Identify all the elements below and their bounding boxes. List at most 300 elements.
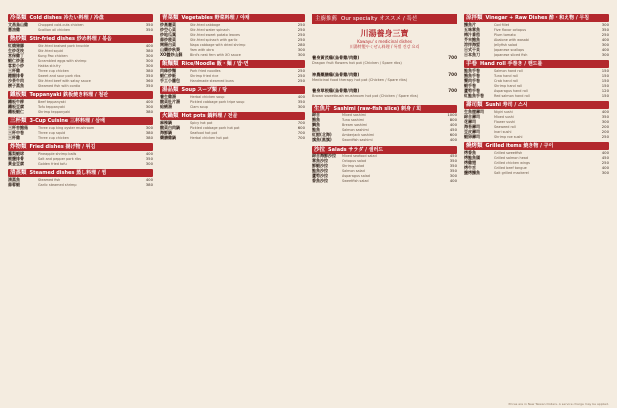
item-price: 350	[145, 72, 153, 78]
item-description: Inari sushi	[494, 129, 512, 134]
menu-item	[160, 73, 305, 78]
item-description: Beef teppanyaki	[38, 99, 66, 104]
item-price: 700	[297, 119, 305, 125]
section-header	[160, 14, 305, 22]
item-description: Flower sushi	[494, 119, 516, 124]
item-description: Napa cabbage with dried shrimp	[190, 42, 246, 47]
item-price: 250	[297, 31, 305, 37]
menu-item	[464, 160, 609, 165]
item-description: Crab hand roll	[494, 78, 518, 83]
item-name: 樹子蒸魚	[8, 82, 24, 88]
item-name: 手工小籠包	[160, 77, 180, 83]
item-price: 400	[601, 46, 609, 52]
menu-item	[8, 63, 153, 68]
item-price: 150	[601, 67, 609, 73]
feature-header-zh: 主廚推薦	[315, 16, 338, 22]
section-header	[8, 14, 153, 22]
feature-items	[312, 55, 457, 99]
item-description: Red salmon hand roll	[494, 93, 530, 98]
item-description: Bird's nest fern with XO sauce	[190, 52, 241, 57]
item-name: 酸菜肚片湯	[160, 98, 180, 104]
item-price: 150	[601, 92, 609, 98]
item-description: Mixed sushi	[494, 114, 514, 119]
menu-item	[160, 94, 305, 99]
menu-section	[464, 142, 609, 175]
menu-item	[8, 135, 153, 140]
section-title-zh: 火鍋類	[162, 113, 179, 119]
menu-item	[8, 83, 153, 88]
feature-item-title: 養身草根鶏(烏骨雞/肉雞)	[312, 88, 360, 93]
item-price: 1000	[447, 112, 457, 117]
item-price: 400	[449, 178, 457, 183]
item-price: 300	[145, 160, 153, 166]
item-description: Tuna hand roll	[494, 73, 518, 78]
item-price: 250	[297, 36, 305, 42]
item-description: Bream sashimi	[342, 123, 368, 127]
item-price: 400	[145, 42, 153, 48]
item-price: 300	[145, 52, 153, 58]
section-title-en: Fried dishes 揚げ物 / 튀김	[29, 144, 96, 150]
item-description: Grilled beef tongue	[494, 165, 527, 170]
item-price: 380	[145, 47, 153, 53]
item-description: Salmon sashimi	[342, 128, 369, 132]
item-price: 380	[145, 129, 153, 135]
feature-item	[312, 72, 457, 83]
item-description: Seaweed roll	[494, 124, 516, 129]
item-description: Scallion oil chicken	[38, 27, 71, 32]
item-name: 烤鮭魚頭	[464, 154, 480, 160]
menu-item	[8, 48, 153, 53]
item-name: 烤牛舌	[464, 164, 476, 170]
item-name: 三杯杏鮑菇	[8, 124, 28, 130]
section-title-en: Hot pots 鍋料理 / 전골	[181, 113, 238, 119]
menu-item	[8, 27, 153, 32]
menu-item	[312, 133, 457, 138]
menu-item	[464, 52, 609, 57]
feature-item-description: Medicinal food therapy hot pot (Chicken / Spare ribs)	[312, 77, 408, 82]
item-name: 沙茶牛肉	[8, 77, 24, 83]
section-header	[464, 101, 609, 109]
menu-item	[312, 128, 457, 133]
item-name: 鯖魚片	[464, 21, 476, 27]
section-title-en: Steamed dishes 蒸し料理 / 찜	[29, 170, 107, 176]
menu-item	[464, 47, 609, 52]
item-description: Stir-fried spinach with garlic	[190, 37, 238, 42]
item-name: 烤雞翅	[464, 159, 476, 165]
item-name: 鮭魚手卷	[464, 67, 480, 73]
menu-column-2	[160, 14, 305, 143]
item-name: 蝦卵壽司	[464, 133, 480, 139]
menu-item	[464, 134, 609, 139]
item-description: Octopus salad	[342, 159, 367, 163]
item-name: 蘆筍手卷	[464, 87, 480, 93]
section-title-en: Cold dishes 冷たい料理 / 冷盘	[29, 15, 104, 21]
menu-item	[8, 73, 153, 78]
menu-item	[464, 88, 609, 93]
item-price: 250	[601, 133, 609, 139]
feature-item-name	[312, 72, 439, 83]
item-name: 三杯中卷	[8, 129, 24, 135]
item-price: 250	[601, 159, 609, 165]
item-description: Sweet and sour pork ribs	[38, 73, 81, 78]
item-name: 章魚沙拉	[312, 158, 328, 163]
menu-item	[312, 113, 457, 118]
feature-item-price: 700	[448, 88, 457, 93]
menu-section	[464, 60, 609, 98]
item-price: 800	[449, 117, 457, 122]
section-title-zh: 涼拌類	[466, 15, 483, 21]
feature-item-price: 700	[448, 55, 457, 60]
item-price: 400	[145, 176, 153, 182]
item-name: 蟹肉手卷	[464, 77, 480, 83]
item-description: Salmon hand roll	[494, 68, 523, 73]
feature-item-name	[312, 55, 439, 66]
item-description: Tofu teppanyaki	[38, 104, 65, 109]
item-name: 紅燒豬腳	[8, 42, 24, 48]
feature-item-description: Brown sweetbush mushroom hot pot (Chicken / Spare ribs)	[312, 94, 418, 98]
item-description: Pickled cabbage pork hot pot	[190, 125, 240, 130]
item-name: 蘆筍沙拉	[312, 173, 328, 178]
section-header	[8, 117, 153, 125]
feature-item	[312, 88, 457, 99]
item-price: 300	[297, 103, 305, 109]
menu-item	[8, 156, 153, 161]
item-price: 300	[297, 51, 305, 57]
item-price: 350	[449, 168, 457, 173]
feature-item-name	[312, 88, 439, 99]
item-name: 海鮮鍋	[160, 129, 172, 135]
menu-item	[8, 104, 153, 109]
item-price: 200	[601, 123, 609, 129]
item-price: 250	[601, 31, 609, 37]
item-price: 350	[145, 82, 153, 88]
item-description: Asparagus hand roll	[494, 88, 528, 93]
section-title-en: Rice/Noodle 飯・麺 / 밥·면	[181, 61, 249, 67]
item-name: 梅汁番茄	[464, 31, 480, 37]
item-price: 300	[601, 118, 609, 124]
item-price: 400	[601, 149, 609, 155]
item-name: 花壽司	[464, 118, 476, 124]
item-description: Kung Pao chicken	[38, 53, 68, 58]
menu-item	[160, 42, 305, 47]
item-description: Shrimp hand roll	[494, 83, 523, 88]
item-name: 蝦手卷	[464, 82, 476, 88]
menu-item	[464, 32, 609, 37]
menu-section	[8, 169, 153, 187]
item-price: 300	[601, 51, 609, 57]
item-name: 清蒸魚	[8, 176, 20, 182]
section-title-en: Vegetables 野菜料理 / 야채	[181, 15, 250, 21]
menu-item	[8, 151, 153, 156]
item-description: Amberjack sashimi	[342, 133, 375, 137]
item-name: 炒地瓜葉	[160, 31, 176, 37]
section-title-en: Hand roll 手巻き / 핸드롤	[480, 61, 543, 67]
chef-recommend-panel	[312, 14, 457, 181]
menu-item	[464, 42, 609, 47]
item-name: 麻辣鍋	[160, 119, 172, 125]
menu-item	[464, 155, 609, 160]
item-name: 鮮蝦沙拉	[312, 163, 328, 168]
feature-item	[312, 55, 457, 66]
menu-item	[8, 177, 153, 182]
item-name: 蒜炒菠菜	[160, 36, 176, 42]
item-name: 酸菜白肉鍋	[160, 124, 180, 130]
feature-subtitle-jp: 川湯特製やくぜん料理 / 특별 건강 요리	[349, 44, 420, 49]
item-price: 350	[449, 163, 457, 168]
item-name: 蔥油雞	[8, 26, 20, 32]
section-header	[8, 143, 153, 151]
item-description: Stir-fried cabbage	[190, 22, 221, 27]
menu-section	[160, 86, 305, 109]
item-name: 五味章魚	[464, 26, 480, 32]
item-description: Steamed fish with cordia	[38, 83, 81, 88]
item-price: 150	[601, 77, 609, 83]
item-description: Pickled cabbage pork tripe soup	[190, 99, 245, 104]
item-price: 400	[601, 36, 609, 42]
section-title-en: Salads サラダ / 샐러드	[328, 146, 384, 153]
menu-column-3	[312, 105, 457, 184]
item-description: Five flavor octopus	[494, 27, 526, 32]
section-header	[464, 14, 609, 22]
item-description: Abalone with wasabi	[494, 37, 529, 42]
menu-item	[464, 165, 609, 170]
feature-title: 川湯養身三寶	[360, 29, 409, 38]
menu-item	[160, 130, 305, 135]
menu-item	[312, 179, 457, 184]
menu-item	[312, 118, 457, 123]
item-price: 450	[449, 153, 457, 158]
section-title-en: Vinegar + Raw Dishes 酢・和え物 / 무침	[485, 15, 590, 21]
item-description: Three cup chicken	[38, 135, 69, 140]
item-description: Nigiri sushi	[494, 109, 513, 114]
section-header	[160, 86, 305, 94]
item-description: Handmade steamed buns	[190, 78, 234, 83]
item-description: Stir-fried sweet potato leaves	[190, 32, 240, 37]
item-price: 300	[601, 41, 609, 47]
item-price: 350	[601, 113, 609, 119]
item-name: 綜合海鮮沙拉	[312, 153, 336, 158]
item-description: Herbal chicken hot pot	[190, 135, 229, 140]
menu-section	[312, 146, 457, 184]
item-price: 300	[145, 103, 153, 109]
menu-item	[8, 109, 153, 114]
item-price: 280	[297, 41, 305, 47]
menu-item	[8, 22, 153, 27]
item-name: 炒空心菜	[160, 26, 176, 32]
item-name: 鐵板蝦仁	[8, 108, 24, 114]
item-price: 350	[449, 158, 457, 163]
item-price: 300	[601, 169, 609, 175]
item-price: 300	[449, 173, 457, 178]
section-header	[464, 142, 609, 150]
menu-item	[8, 125, 153, 130]
item-description: Sweetfish salad	[342, 179, 369, 183]
section-title-zh: 沙拉	[314, 146, 326, 153]
item-description: Chopped cold-cuts chicken	[38, 22, 84, 27]
item-name: 糖醋排骨	[8, 72, 24, 78]
item-price: 450	[449, 127, 457, 132]
item-price: 120	[601, 87, 609, 93]
menu-section	[8, 117, 153, 140]
item-name: 椒鹽排骨	[8, 155, 24, 161]
menu-section	[464, 101, 609, 139]
item-price: 300	[145, 57, 153, 63]
item-name: 宮保雞丁	[8, 52, 24, 58]
menu-item	[312, 164, 457, 169]
item-price: 200	[601, 128, 609, 134]
menu-section	[8, 14, 153, 32]
item-name: 鐵板牛柳	[8, 98, 24, 104]
item-price: 360	[145, 77, 153, 83]
menu-section	[160, 14, 305, 57]
item-description: Garlic steamed shrimp	[38, 182, 77, 187]
item-name: 豆皮壽司	[464, 128, 480, 134]
item-description: Asparagus salad	[342, 174, 370, 178]
item-price: 400	[297, 93, 305, 99]
item-description: Pork fried noodles	[190, 68, 221, 73]
item-name: XO醬炒山蘇	[160, 51, 183, 57]
item-name: 鳳梨蝦球	[8, 150, 24, 156]
footer-note: Prices are in New Taiwan Dollars. A service charge may be applied.	[508, 402, 609, 406]
item-name: 香魚沙拉	[312, 178, 328, 183]
item-description: Cod fillet	[494, 22, 510, 27]
menu-item	[312, 138, 457, 143]
item-description: Tuna sashimi	[342, 118, 364, 122]
menu-item	[312, 159, 457, 164]
item-price: 400	[449, 137, 457, 142]
menu-item	[8, 53, 153, 58]
item-price: 700	[297, 129, 305, 135]
section-title-zh: 壽司類	[466, 102, 483, 108]
menu-column-1	[8, 14, 153, 190]
item-description: Mixed seafood salad	[342, 154, 377, 158]
item-name: 三杯雞	[8, 67, 20, 73]
menu-section	[312, 105, 457, 143]
section-title-en: Grilled items 焼き物 / 구이	[485, 143, 554, 149]
menu-item	[160, 37, 305, 42]
item-price: 380	[145, 181, 153, 187]
item-description: Yam with okra	[190, 47, 214, 52]
item-price: 350	[145, 26, 153, 32]
menu-item	[464, 37, 609, 42]
item-description: Seafood hot pot	[190, 130, 218, 135]
item-price: 380	[145, 67, 153, 73]
item-description: Spicy hot pot	[190, 120, 213, 125]
item-price: 250	[297, 26, 305, 32]
menu-item	[464, 109, 609, 114]
item-description: Salmon salad	[342, 169, 365, 173]
item-name: 文昌烏山雞	[8, 21, 28, 27]
item-description: Japanese scallops	[494, 47, 525, 52]
section-title-en: Sashimi (raw-fish slice) 刺身 / 회	[333, 105, 422, 112]
section-title-zh: 湯品類	[162, 87, 179, 93]
menu-item	[8, 78, 153, 83]
item-description: Salt and pepper pork ribs	[38, 156, 82, 161]
item-description: Shrimp roe sushi	[494, 134, 523, 139]
item-description: Salt grilled mackerel	[494, 170, 529, 175]
menu-item	[8, 182, 153, 187]
item-price: 250	[297, 67, 305, 73]
section-title-en: 3-Cup Cuisine 三杯料理 / 삼배	[29, 118, 105, 124]
item-description: Grilled salmon head	[494, 155, 529, 160]
section-title-en: Teppanyaki 鉄板焼き料理 / 철판	[29, 92, 109, 98]
menu-item	[160, 27, 305, 32]
item-price: 300	[297, 46, 305, 52]
item-price: 150	[601, 72, 609, 78]
item-name: 鮭魚	[312, 127, 320, 132]
menu-section	[160, 60, 305, 83]
menu-item	[8, 99, 153, 104]
item-description: Shrimp fried rice	[190, 73, 219, 78]
item-description: Shrimp teppanyaki	[38, 109, 71, 114]
item-description: Stir-fried squid	[38, 48, 63, 53]
feature-item-price: 700	[448, 71, 457, 77]
section-title-zh: 青菜類	[162, 15, 179, 21]
item-description: Hakka stir-fry	[38, 63, 61, 68]
item-name: 涼拌海蜇	[464, 41, 480, 47]
menu-item	[160, 120, 305, 125]
section-header	[160, 60, 305, 68]
item-price: 300	[145, 124, 153, 130]
item-description: Plum tomato	[494, 32, 516, 37]
menu-item	[464, 22, 609, 27]
item-description: Herbal chicken soup	[190, 94, 225, 99]
item-name: 綜合壽司	[464, 113, 480, 119]
item-name: 紅鮭魚手卷	[464, 92, 484, 98]
item-description: Japanese sliced fish	[494, 52, 528, 57]
menu-item	[312, 169, 457, 174]
item-price: 300	[145, 62, 153, 68]
item-price: 150	[601, 82, 609, 88]
menu-section	[464, 14, 609, 57]
item-name: 蝦仁炒蛋	[8, 57, 24, 63]
item-description: Stir-fried water spinach	[190, 27, 230, 32]
item-name: 蛤蜊湯	[160, 103, 172, 109]
item-name: 藥膳雞鍋	[160, 134, 176, 140]
item-price: 250	[297, 21, 305, 27]
item-price: 250	[297, 72, 305, 78]
menu-item	[160, 52, 305, 57]
item-price: 350	[601, 26, 609, 32]
item-name: 三杯雞	[8, 134, 20, 140]
item-name: 綜合	[312, 112, 320, 117]
item-price: 400	[601, 108, 609, 114]
item-name: 肉絲炒麵	[160, 67, 176, 73]
item-name: 鮪魚手卷	[464, 72, 480, 78]
menu-section	[8, 91, 153, 114]
menu-item	[312, 123, 457, 128]
section-title-zh: 飯麵類	[162, 61, 179, 67]
menu-item	[464, 129, 609, 134]
menu-item	[464, 114, 609, 119]
item-name: 鯛魚	[312, 122, 320, 127]
menu-item	[160, 99, 305, 104]
menu-item	[160, 78, 305, 83]
item-name: 烤香魚	[464, 149, 476, 155]
item-name: 黃金豆腐	[8, 160, 24, 166]
item-name: 開陽白菜	[160, 41, 176, 47]
feature-item-title: 神農藥膳鶏(烏骨雞/肉雞)	[312, 71, 360, 77]
section-title-zh: 鐵板類	[10, 92, 27, 98]
item-description: Shrimp salad	[342, 164, 365, 168]
item-price: 350	[297, 98, 305, 104]
menu-section	[160, 112, 305, 140]
menu-item	[312, 174, 457, 179]
item-name: 客家小炒	[8, 62, 24, 68]
feature-subtitle-en: Kawayu' s medicinal dishes	[357, 39, 412, 44]
menu-item	[464, 27, 609, 32]
menu-item	[160, 104, 305, 109]
